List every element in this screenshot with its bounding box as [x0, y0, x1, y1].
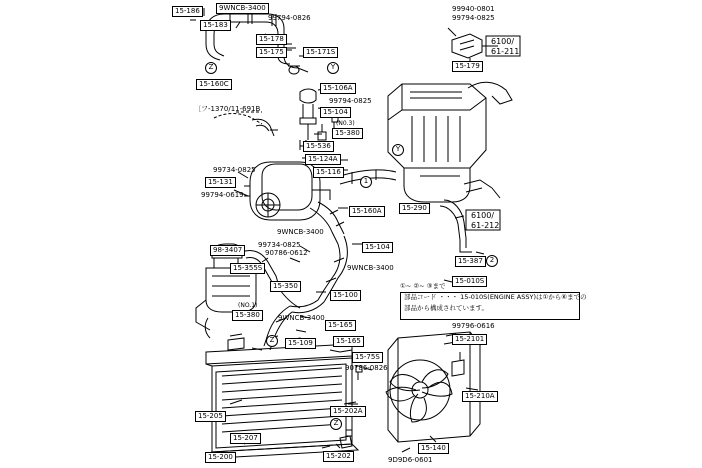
callout-99794-0826: 99794-0826: [268, 14, 311, 22]
callout-15-205[interactable]: 15-205: [195, 411, 226, 422]
callout-9wncb-3400[interactable]: 9WNCB-3400: [216, 3, 269, 14]
callout-15-100[interactable]: 15-100: [330, 290, 361, 301]
callout-15-200[interactable]: 15-200: [205, 452, 236, 463]
note-line-1: 部品コード ・・・ 15-010S(ENGINE ASSY)は①から⑥までの: [404, 293, 587, 301]
callout-9wncb-3400-c: 9WNCB-3400: [347, 264, 394, 272]
callout-15-350[interactable]: 15-350: [270, 281, 301, 292]
callout-99794-0619: 99794-0619: [201, 191, 244, 199]
callout-15-010s[interactable]: 15-010S: [452, 276, 487, 287]
callout-15-290[interactable]: 15-290: [399, 203, 430, 214]
callout-15-75s[interactable]: 15-75S: [352, 352, 383, 363]
callout-15-207[interactable]: 15-207: [230, 433, 261, 444]
callout-15-380-b[interactable]: 15-380: [232, 310, 263, 321]
mark-z-1: Z: [205, 62, 217, 74]
callout-90786-0826: 90786-0826: [345, 364, 388, 372]
callout-15-179[interactable]: 15-179: [452, 61, 483, 72]
callout-15-140[interactable]: 15-140: [418, 443, 449, 454]
callout-15-116[interactable]: 15-116: [313, 167, 344, 178]
callout-15-124a[interactable]: 15-124A: [305, 154, 341, 165]
note-line-2: 部品から構成されています。: [404, 304, 488, 312]
callout-no3: (N0.3): [336, 120, 355, 127]
callout-9wncb-3400-b: 9WNCB-3400: [277, 228, 324, 236]
callout-98-3407[interactable]: 98-3407: [210, 245, 245, 256]
callout-15-2101[interactable]: 15-2101: [452, 334, 487, 345]
callout-15-380[interactable]: 15-380: [332, 128, 363, 139]
callout-15-202[interactable]: 15-202: [323, 451, 354, 462]
callout-15-178[interactable]: 15-178: [256, 34, 287, 45]
mark-z-2: Z: [266, 335, 278, 347]
callout-no1: (NO.1): [238, 302, 258, 309]
callout-15-171s[interactable]: 15-171S: [303, 47, 338, 58]
callout-15-355s[interactable]: 15-355S: [230, 263, 265, 274]
callout-15-104-b[interactable]: 15-104: [362, 242, 393, 253]
mark-y-1: Y: [327, 62, 339, 74]
callout-99734-0825-b: 99734-0825: [258, 241, 301, 249]
callout-15-160c[interactable]: 15-160C: [196, 79, 232, 90]
mark-z-3: Z: [330, 418, 342, 430]
callout-61-211: 61-211: [491, 47, 520, 56]
callout-99940-0801: 99940-0801: [452, 5, 495, 13]
callout-99794-0825-b: 99794-0825: [329, 97, 372, 105]
callout-15-387[interactable]: 15-387: [455, 256, 486, 267]
mark-y-2: Y: [392, 144, 404, 156]
callout-15-183[interactable]: 15-183: [200, 20, 231, 31]
callout-9d9d6-0601: 9D9D6-0601: [388, 456, 433, 464]
callout-15-109[interactable]: 15-109: [285, 338, 316, 349]
callout-99796-0616: 99796-0616: [452, 322, 495, 330]
callout-15-202a[interactable]: 15-202A: [330, 406, 366, 417]
callout-15-210a[interactable]: 15-210A: [462, 391, 498, 402]
callout-15-165-b[interactable]: 15-165: [333, 336, 364, 347]
callout-15-160a[interactable]: 15-160A: [349, 206, 385, 217]
callout-90786-0612: 90786-0612: [265, 249, 308, 257]
callout-15-186[interactable]: 15-186: [172, 6, 203, 17]
note-line-0: ①~ ②~ ③まで: [400, 282, 446, 290]
callout-15-131[interactable]: 15-131: [205, 177, 236, 188]
callout-15-175[interactable]: 15-175: [256, 47, 287, 58]
callout-99734-0825: 99734-0825: [213, 166, 256, 174]
callout-15-536[interactable]: 15-536: [303, 141, 334, 152]
callout-15-165[interactable]: 15-165: [325, 320, 356, 331]
callout-99794-0825: 99794-0825: [452, 14, 495, 22]
callout-6100-lower: 6100/: [471, 211, 495, 220]
callout-61-212: 61-212: [471, 221, 500, 230]
mark-2: 2: [486, 255, 498, 267]
callout-15-106a[interactable]: 15-106A: [320, 83, 356, 94]
note-1370: 〔フ-1370/11-691B: [194, 105, 261, 113]
mark-1: 1: [360, 176, 372, 188]
callout-6100-upper: 6100/: [491, 37, 515, 46]
callout-15-104[interactable]: 15-104: [320, 107, 351, 118]
callout-9wncb-3400-d: 9WNCB-3400: [278, 314, 325, 322]
